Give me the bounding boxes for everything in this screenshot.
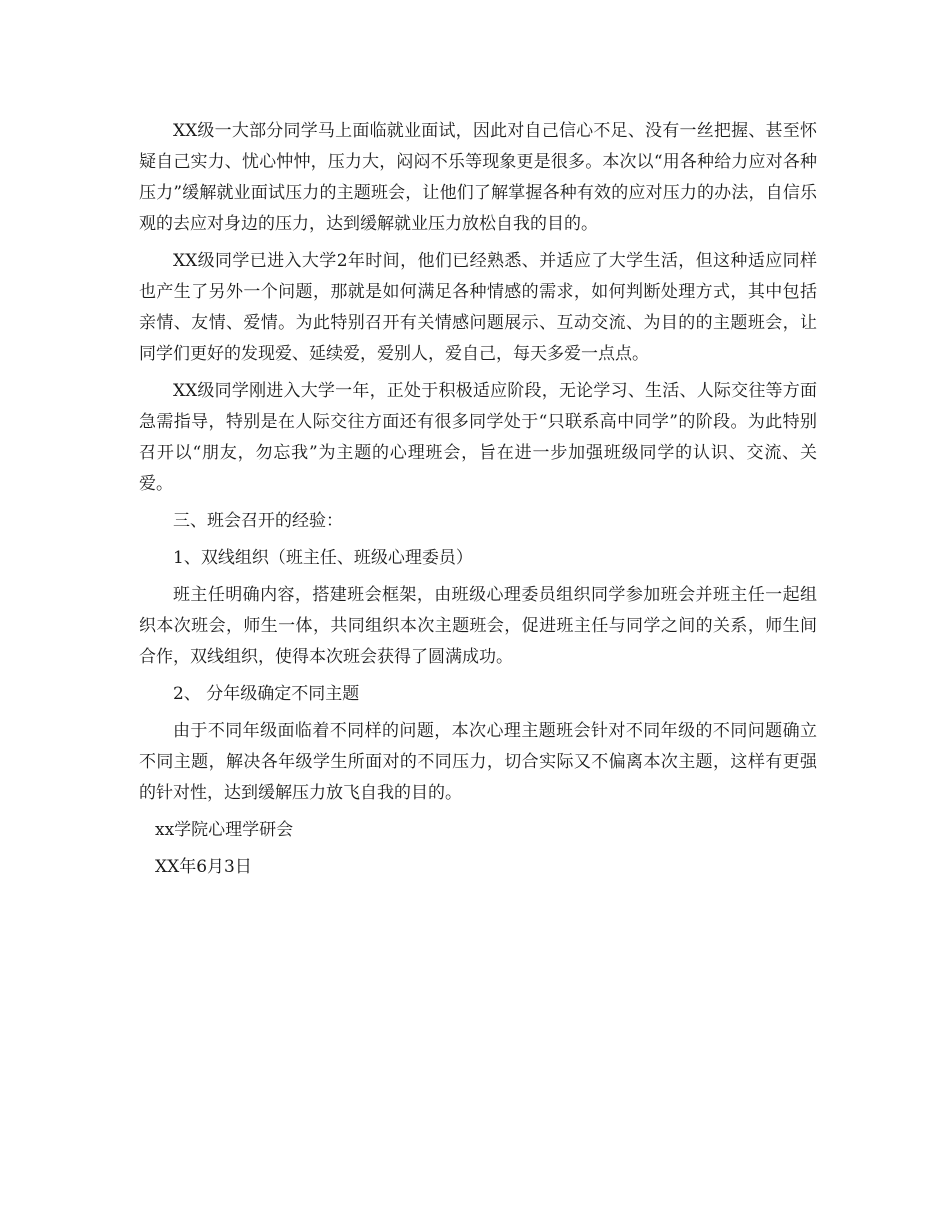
paragraph-second-year-students: XX级同学已进入大学2年时间，他们已经熟悉、并适应了大学生活，但这种适应同样也产生了另外一个问题，那就是如何满足各种情感的需求，如何判断处理方式，其中包括亲情、友情、爱情。为此特别召开有关情感问题展示、互动交流、为目的的主题班会，让同学们更好的发现爱、延续爱，爱别人，爱自己，每天多爱一点点。 (139, 251, 817, 364)
subheading-dual-organization: 1、双线组织（班主任、班级心理委员） (173, 548, 473, 568)
paragraph-first-year-students: XX级同学刚进入大学一年，正处于积极适应阶段，无论学习、生活、人际交往等方面急需指导，特别是在人际交往方面还有很多同学处于“只联系高中同学”的阶段。为此特别召开以“朋友，勿忘我”为主题的心理班会，旨在进一步加强班级同学的认识、交流、关爱。 (139, 381, 817, 494)
signature-date: XX年6月3日 (155, 857, 252, 877)
section-heading-experience: 三、班会召开的经验： (173, 511, 343, 531)
paragraph-senior-students: XX级一大部分同学马上面临就业面试，因此对自己信心不足、没有一丝把握、甚至怀疑自己实力、忧心忡忡，压力大，闷闷不乐等现象更是很多。本次以“用各种给力应对各种压力”缓解就业面试压力的主题班会，让他们了解掌握各种有效的应对压力的办法，自信乐观的去应对身边的压力，达到缓解就业压力放松自我的目的。 (139, 121, 817, 234)
signature-organization: xx学院心理学研会 (155, 820, 294, 840)
paragraph-grade-themes: 由于不同年级面临着不同样的问题，本次心理主题班会针对不同年级的不同问题确立不同主题，解决各年级学生所面对的不同压力，切合实际又不偏离本次主题，这样有更强的针对性，达到缓解压力放飞自我的目的。 (139, 721, 817, 803)
subheading-grade-themes: 2、 分年级确定不同主题 (173, 684, 360, 704)
document-body (139, 116, 817, 889)
paragraph-dual-organization: 班主任明确内容，搭建班会框架，由班级心理委员组织同学参加班会并班主任一起组织本次班会，师生一体，共同组织本次主题班会，促进班主任与同学之间的关系，师生间合作，双线组织，使得本次班会获得了圆满成功。 (139, 585, 817, 667)
